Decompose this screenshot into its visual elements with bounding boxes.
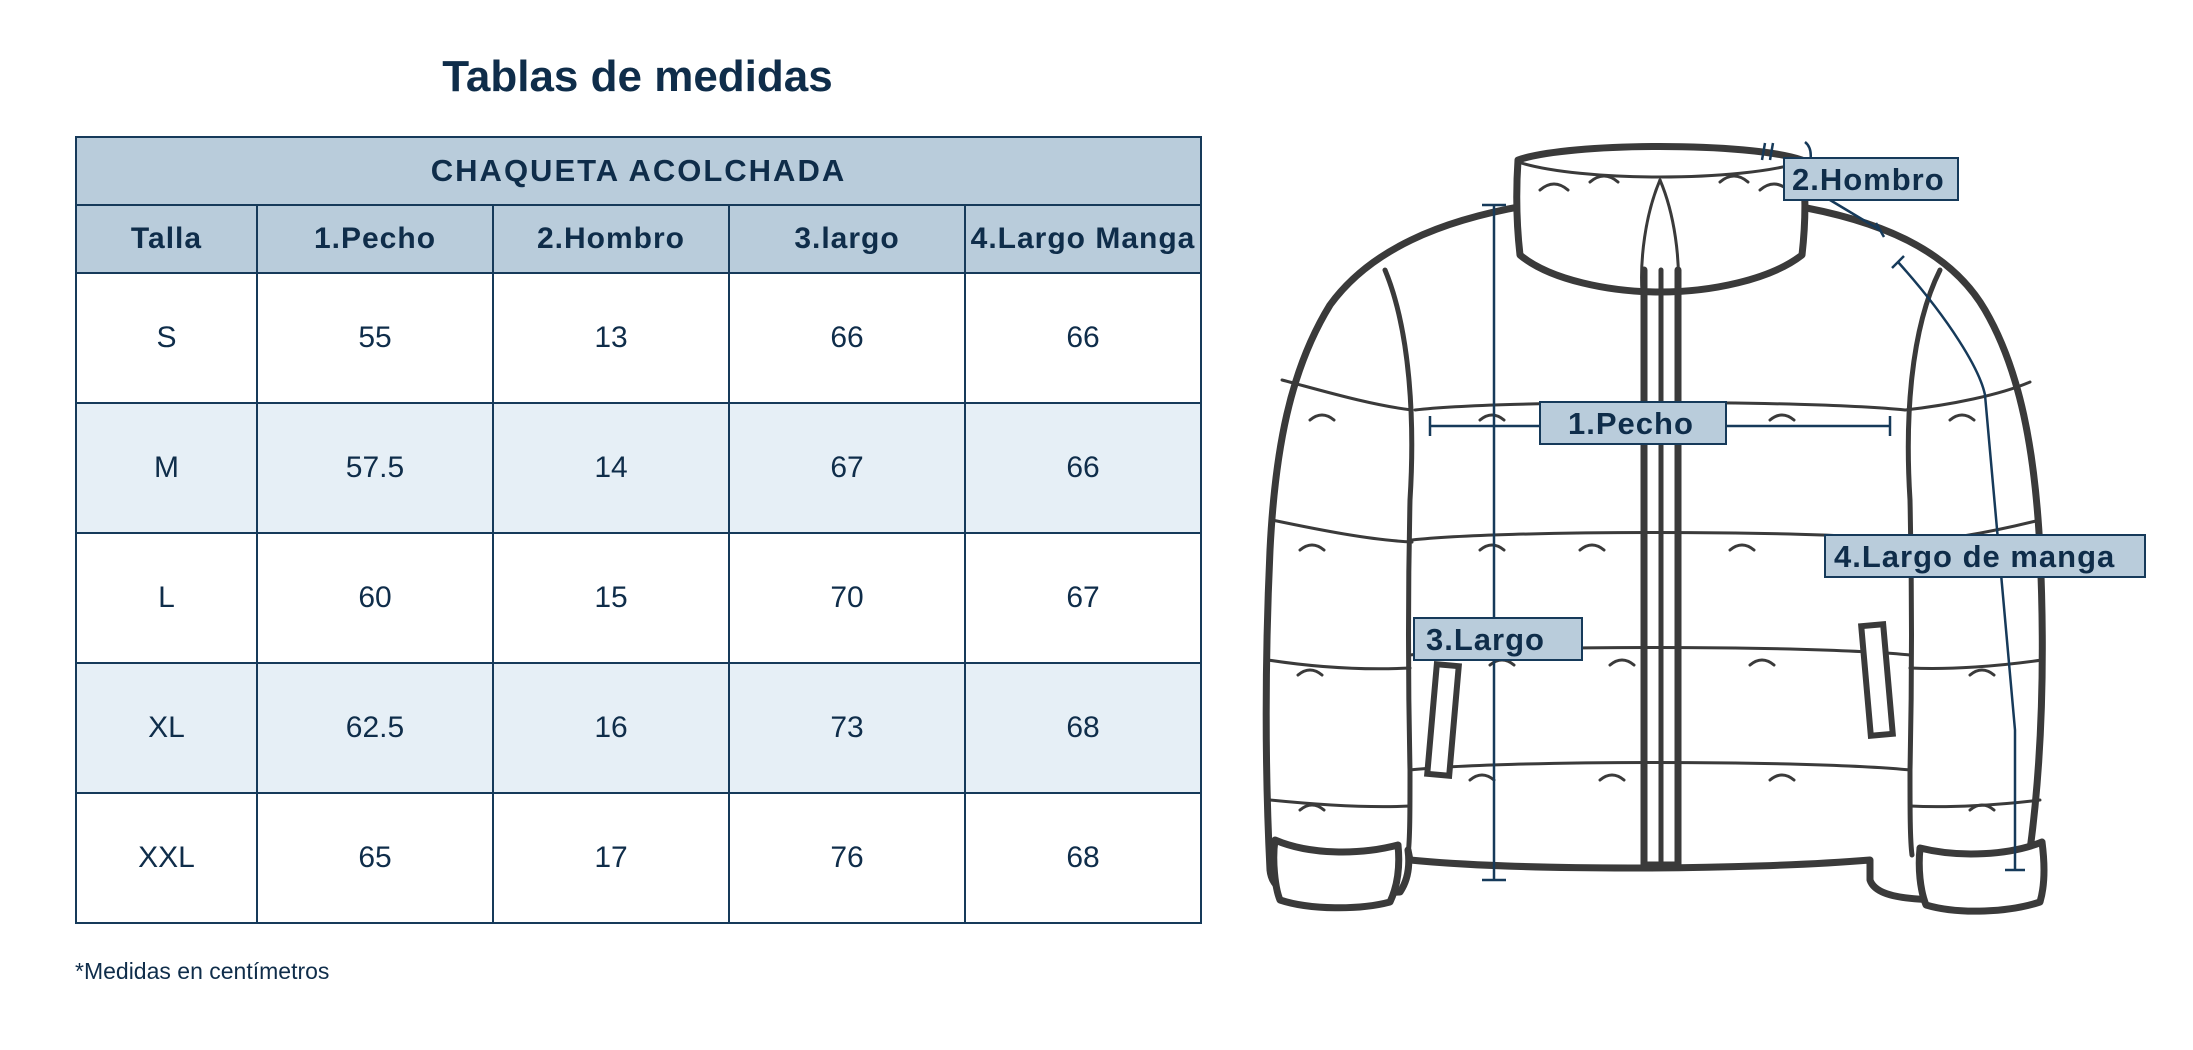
table-caption: CHAQUETA ACOLCHADA: [76, 137, 1201, 205]
label-length: [1414, 618, 1582, 660]
header-talla: Talla: [76, 205, 257, 273]
cell-pecho: 55: [257, 273, 493, 403]
cell-largo: 70: [729, 533, 965, 663]
label-shoulder: [1784, 158, 1958, 200]
table-row: [76, 533, 1201, 663]
table-row: [76, 663, 1201, 793]
cell-size: M: [76, 403, 257, 533]
cell-pecho: 57.5: [257, 403, 493, 533]
cell-size: S: [76, 273, 257, 403]
cell-hombro: 15: [493, 533, 729, 663]
label-shoulder-text: 2.Hombro: [1792, 162, 1945, 197]
cell-size: XL: [76, 663, 257, 793]
jacket-illustration-icon: [1266, 147, 2044, 912]
header-pecho: 1.Pecho: [257, 205, 493, 273]
label-chest-text: 1.Pecho: [1568, 406, 1694, 441]
cell-hombro: 14: [493, 403, 729, 533]
cell-largo-manga: 66: [965, 403, 1201, 533]
cell-size: XXL: [76, 793, 257, 923]
table-row: [76, 403, 1201, 533]
page-title: Tablas de medidas: [442, 52, 833, 101]
cell-pecho: 65: [257, 793, 493, 923]
header-largo-manga: 4.Largo Manga: [965, 205, 1201, 273]
cell-largo: 66: [729, 273, 965, 403]
cell-largo: 67: [729, 403, 965, 533]
jacket-diagram: [1250, 120, 2170, 950]
size-table: [75, 136, 1202, 924]
cell-largo-manga: 68: [965, 793, 1201, 923]
cell-hombro: 13: [493, 273, 729, 403]
label-length-text: 3.Largo: [1426, 622, 1545, 657]
cell-size: L: [76, 533, 257, 663]
footnote: *Medidas en centímetros: [75, 958, 330, 984]
cell-largo-manga: 68: [965, 663, 1201, 793]
header-largo: 3.largo: [729, 205, 965, 273]
cell-largo-manga: 67: [965, 533, 1201, 663]
table-row: [76, 273, 1201, 403]
cell-hombro: 17: [493, 793, 729, 923]
cell-pecho: 62.5: [257, 663, 493, 793]
cell-largo: 73: [729, 663, 965, 793]
label-sleeve: [1825, 535, 2145, 577]
label-sleeve-text: 4.Largo de manga: [1834, 539, 2116, 574]
cell-largo-manga: 66: [965, 273, 1201, 403]
header-hombro: 2.Hombro: [493, 205, 729, 273]
cell-pecho: 60: [257, 533, 493, 663]
cell-hombro: 16: [493, 663, 729, 793]
cell-largo: 76: [729, 793, 965, 923]
table-row: [76, 793, 1201, 923]
label-chest: [1540, 402, 1726, 444]
